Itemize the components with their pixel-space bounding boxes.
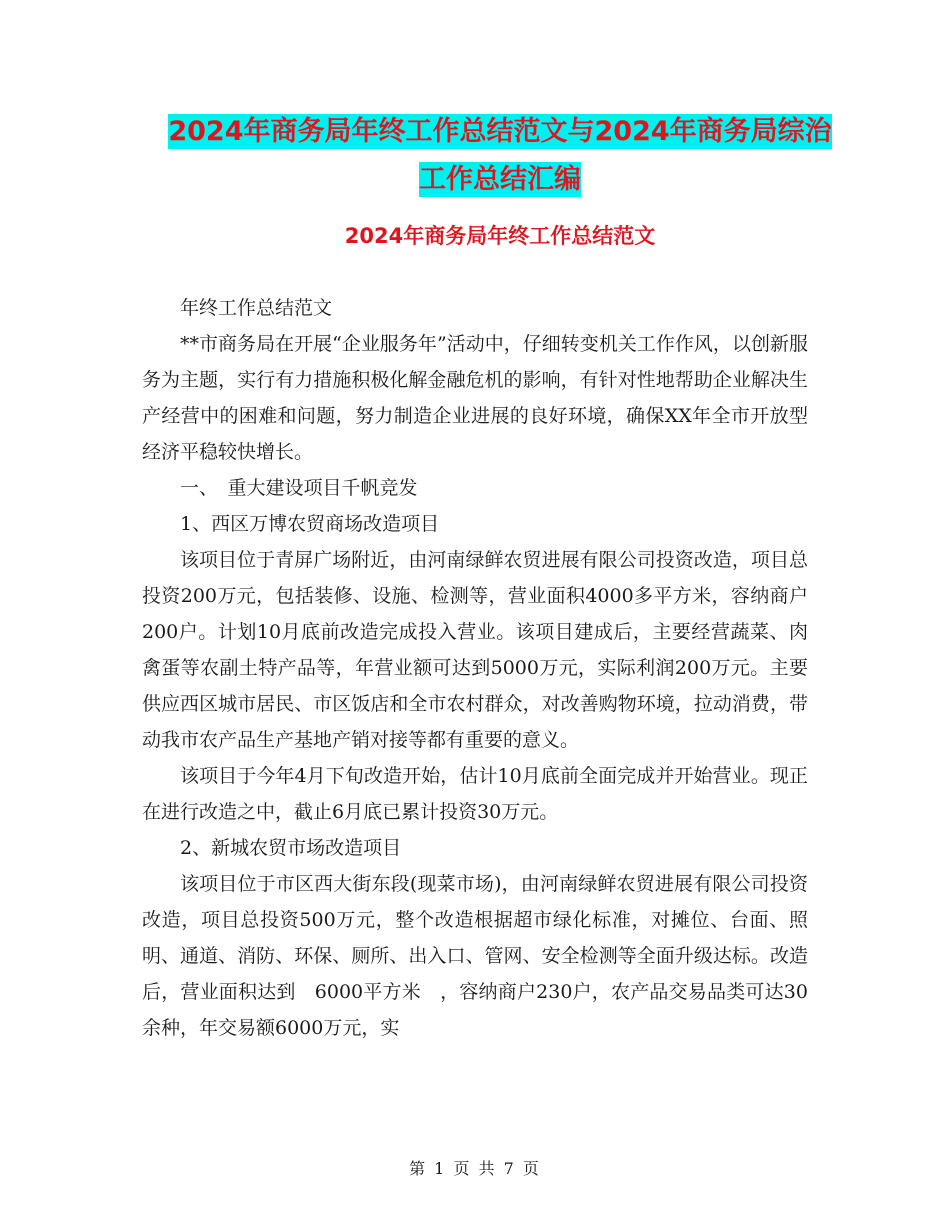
paragraph-intro: **市商务局在开展“企业服务年”活动中，仔细转变机关工作作风，以创新服务为主题，实行有力措施积极化解金融危机的影响，有针对性地帮助企业解决生产经营中的困难和问题，努力制造企业进展的良好环境，确保XX年全市开放型经济平稳较快增长。 [142,333,808,463]
paragraph-subtitle: 年终工作总结范文 [180,297,333,319]
page-footer: 第 1 页 共 7 页 [409,1159,541,1178]
paragraph-project-2-detail: 该项目位于市区西大街东段(现菜市场)，由河南绿鲜农贸进展有限公司投资改造，项目总投资500万元，整个改造根据超市绿化标准，对摊位、台面、照明、通道、消防、环保、厕所、出入口、管网、安全检测等全面升级达标。改造后，营业面积达到 6000平方米 ，容纳商户230户，农产品交易品类可达30余种，年交易额6000万元，实 [142,873,808,1039]
heading-project-1: 1、西区万博农贸商场改造项目 [180,513,440,535]
heading-section-1: 一、 重大建设项目千帆竞发 [180,477,418,499]
document-title-line-1: 2024年商务局年终工作总结范文与2024年商务局综治 [168,116,832,147]
section-title: 2024年商务局年终工作总结范文 [344,224,656,248]
paragraph-project-1-progress: 该项目于今年4月下旬改造开始，估计10月底前全面完成并开始营业。现正在进行改造之中，截止6月底已累计投资30万元。 [142,765,808,823]
document-title-line-2: 工作总结汇编 [419,164,581,195]
document-title [140,108,860,204]
paragraph-project-1-detail: 该项目位于青屏广场附近，由河南绿鲜农贸进展有限公司投资改造，项目总投资200万元，包括装修、设施、检测等，营业面积4000多平方米，容纳商户200户。计划10月底前改造完成投入营业。该项目建成后，主要经营蔬菜、肉禽蛋等农副土特产品等，年营业额可达到5000万元，实际利润200万元。主要供应西区城市居民、市区饭店和全市农村群众，对改善购物环境，拉动消费，带动我市农产品生产基地产销对接等都有重要的意义。 [142,549,808,751]
heading-project-2: 2、新城农贸市场改造项目 [180,837,402,859]
document-body [142,290,808,1046]
